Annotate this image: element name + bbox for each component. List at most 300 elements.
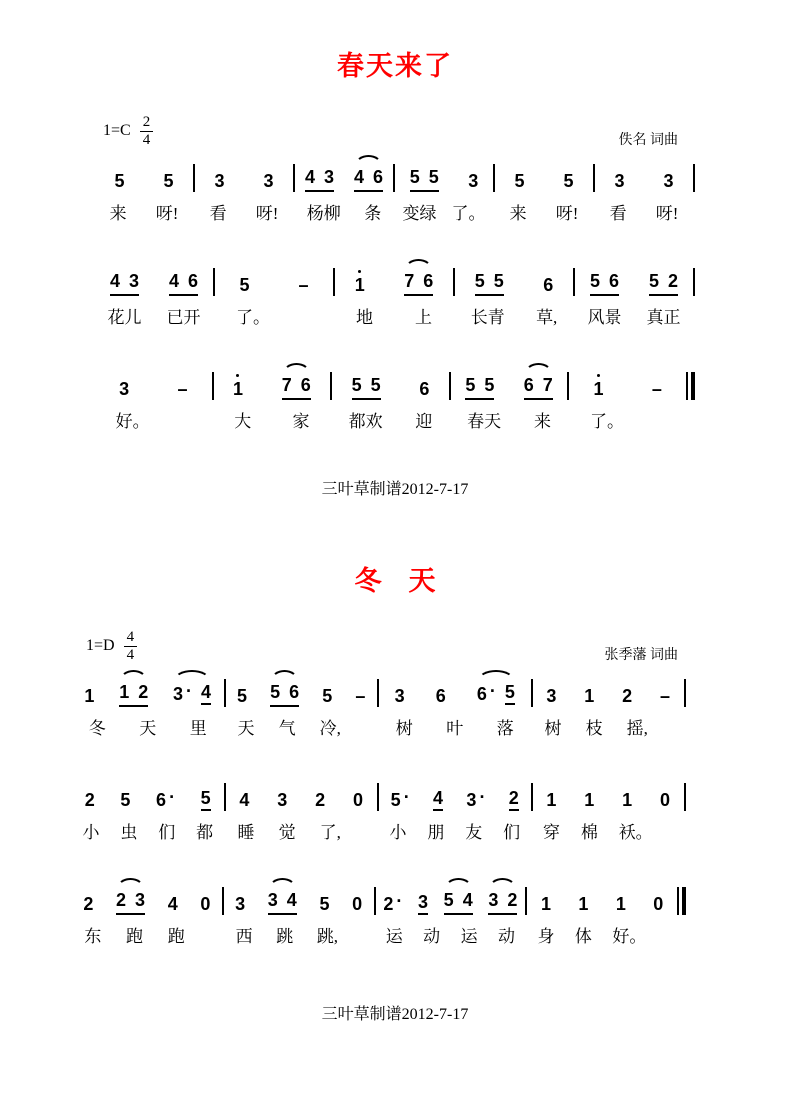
note-body bbox=[138, 683, 148, 703]
note bbox=[663, 172, 673, 192]
transcriber-footer: 三叶草制谱2012-7-17 bbox=[321, 481, 469, 498]
slur-arc bbox=[355, 155, 382, 165]
note-body bbox=[200, 895, 210, 915]
note bbox=[129, 272, 139, 292]
lyric-syllable: 呀! bbox=[155, 204, 179, 223]
barline-mark bbox=[212, 372, 214, 400]
note-body bbox=[436, 687, 446, 707]
note-digit: 3 bbox=[135, 890, 146, 910]
note-body bbox=[383, 891, 403, 915]
notation-line bbox=[95, 359, 695, 442]
measure bbox=[527, 874, 677, 957]
note bbox=[83, 895, 93, 915]
note-digit: 3 bbox=[614, 171, 625, 191]
lyric-syllable: 枝 bbox=[585, 719, 603, 738]
note-digit: 3 bbox=[129, 271, 140, 291]
lyric-syllable: 来 bbox=[109, 204, 127, 223]
measure-lyrics bbox=[335, 308, 453, 338]
barline bbox=[453, 255, 455, 338]
note-digit: 6 bbox=[435, 686, 446, 706]
note-digit: 4 bbox=[167, 894, 178, 914]
rest-note: 0 bbox=[200, 894, 211, 914]
duration-dash: – bbox=[298, 275, 309, 295]
note-body bbox=[282, 376, 292, 396]
lyric-syllable: 天 bbox=[139, 719, 157, 738]
barline bbox=[693, 151, 695, 234]
note bbox=[201, 789, 211, 811]
note-body bbox=[541, 895, 551, 915]
note bbox=[509, 789, 519, 811]
note-digit: 3 bbox=[466, 790, 477, 810]
note bbox=[85, 791, 95, 811]
measure-notes bbox=[295, 151, 393, 197]
note-body bbox=[177, 380, 187, 400]
note bbox=[444, 891, 454, 911]
note bbox=[505, 683, 515, 705]
note-body bbox=[119, 380, 129, 400]
measure-lyrics bbox=[226, 823, 378, 853]
note bbox=[622, 791, 632, 811]
note-digit: 4 bbox=[109, 271, 120, 291]
note bbox=[233, 374, 243, 400]
lyric-syllable: 友 bbox=[465, 823, 483, 842]
note bbox=[354, 168, 364, 188]
measure-notes bbox=[533, 666, 685, 712]
note-digit: 5 bbox=[484, 375, 495, 395]
note-digit: 1 bbox=[84, 686, 95, 706]
measure bbox=[451, 359, 568, 442]
note bbox=[546, 687, 556, 707]
barline-mark bbox=[525, 887, 527, 915]
measure bbox=[195, 151, 293, 234]
note bbox=[214, 172, 224, 192]
measure-lyrics bbox=[72, 927, 222, 957]
measure-notes bbox=[455, 255, 573, 301]
note-digit: 3 bbox=[235, 894, 246, 914]
note bbox=[488, 891, 498, 911]
song-meta bbox=[86, 620, 678, 664]
note-body bbox=[289, 683, 299, 703]
notation-line bbox=[72, 874, 686, 957]
barline bbox=[531, 666, 533, 749]
note-digit: 2 bbox=[668, 271, 679, 291]
measure bbox=[72, 874, 222, 957]
note bbox=[594, 374, 604, 400]
note-group bbox=[465, 376, 494, 400]
augmentation-dot: · bbox=[396, 891, 403, 911]
note-digit: 5 bbox=[270, 682, 281, 702]
note-group bbox=[410, 168, 439, 192]
note-group bbox=[169, 272, 198, 296]
note bbox=[282, 376, 292, 396]
lyric-syllable: 冷, bbox=[319, 719, 341, 738]
lyric-syllable: 已开 bbox=[166, 308, 201, 327]
note bbox=[116, 891, 126, 911]
note bbox=[289, 683, 299, 703]
note bbox=[163, 172, 173, 192]
note-digit: 5 bbox=[351, 375, 362, 395]
note-body bbox=[315, 791, 325, 811]
barline bbox=[693, 255, 695, 338]
note bbox=[616, 895, 626, 915]
note-body bbox=[543, 276, 553, 296]
measure-notes bbox=[72, 666, 224, 712]
note-body bbox=[563, 172, 573, 192]
note-digit: 4 bbox=[433, 788, 444, 808]
note bbox=[466, 787, 486, 811]
barline-mark bbox=[593, 164, 595, 192]
note-body bbox=[169, 272, 179, 292]
note bbox=[188, 272, 198, 292]
lyric-syllable: 了, bbox=[319, 823, 341, 842]
note-digit: 6 bbox=[543, 275, 554, 295]
notation-lines bbox=[95, 151, 695, 442]
note-body bbox=[353, 791, 363, 811]
note-digit: 5 bbox=[200, 788, 211, 808]
note-digit: 5 bbox=[428, 167, 439, 187]
note-body bbox=[268, 891, 278, 911]
barline bbox=[573, 255, 575, 338]
measure-lyrics bbox=[495, 204, 593, 234]
note-digit: 2 bbox=[315, 790, 326, 810]
note-body bbox=[322, 687, 332, 707]
note-digit: 3 bbox=[488, 890, 499, 910]
measure-lyrics bbox=[95, 308, 213, 338]
measure-notes bbox=[379, 770, 531, 816]
note-digit: 7 bbox=[281, 375, 292, 395]
barline bbox=[293, 151, 295, 234]
slur-arc bbox=[120, 670, 147, 680]
time-signature-numerator: 2 bbox=[142, 113, 151, 130]
note-digit: 3 bbox=[394, 686, 405, 706]
note-body bbox=[465, 376, 475, 396]
note bbox=[660, 791, 670, 811]
note-digit: 1 bbox=[615, 894, 626, 914]
measure-lyrics bbox=[395, 204, 493, 234]
note bbox=[156, 787, 176, 811]
duration-dash: – bbox=[177, 379, 188, 399]
note-body bbox=[494, 272, 504, 292]
note-body bbox=[652, 380, 662, 400]
rest-note: 0 bbox=[660, 790, 671, 810]
note-body bbox=[371, 376, 381, 396]
barline-mark bbox=[567, 372, 569, 400]
note-group bbox=[352, 376, 381, 400]
barline-mark bbox=[213, 268, 215, 296]
note bbox=[622, 687, 632, 707]
note-body bbox=[524, 376, 534, 396]
measure bbox=[575, 255, 693, 338]
note-digit: 6 bbox=[419, 379, 430, 399]
barline bbox=[567, 359, 569, 442]
lyric-syllable: 地 bbox=[356, 308, 373, 327]
note-body bbox=[120, 791, 130, 811]
note bbox=[371, 376, 381, 396]
lyric-syllable: 看 bbox=[209, 204, 227, 223]
notation-line bbox=[95, 255, 695, 338]
note-body bbox=[546, 791, 556, 811]
note bbox=[543, 276, 553, 296]
note-digit: 3 bbox=[418, 892, 429, 912]
note-body bbox=[476, 681, 496, 705]
note-digit: 2 bbox=[83, 894, 94, 914]
note-body bbox=[298, 276, 308, 296]
note-body bbox=[609, 272, 619, 292]
lyric-syllable: 们 bbox=[503, 823, 521, 842]
measure-lyrics bbox=[226, 719, 378, 749]
rest-note: 0 bbox=[653, 894, 664, 914]
barline bbox=[393, 151, 395, 234]
measure-notes bbox=[195, 151, 293, 197]
note bbox=[507, 891, 517, 911]
lyric-syllable: 动 bbox=[423, 927, 441, 946]
note-group bbox=[173, 683, 211, 707]
note-digit: 6 bbox=[188, 271, 199, 291]
note-body bbox=[352, 376, 362, 396]
barline-mark bbox=[224, 783, 226, 811]
measure-notes bbox=[332, 359, 449, 405]
note-digit: 2 bbox=[116, 890, 127, 910]
note-body bbox=[475, 272, 485, 292]
barline-mark bbox=[224, 679, 226, 707]
lyric-syllable: 了。 bbox=[590, 412, 625, 431]
note-digit: 5 bbox=[322, 686, 333, 706]
note-digit: 5 bbox=[319, 894, 330, 914]
measure bbox=[72, 770, 224, 853]
note-digit: 2 bbox=[622, 686, 633, 706]
note bbox=[298, 276, 308, 296]
lyric-syllable: 跳, bbox=[316, 927, 339, 946]
measure-notes bbox=[72, 874, 222, 920]
note-body bbox=[319, 895, 329, 915]
measure-notes bbox=[451, 359, 568, 405]
lyric-syllable: 虫 bbox=[120, 823, 138, 842]
note-body bbox=[660, 687, 670, 707]
note bbox=[563, 172, 573, 192]
lyric-syllable: 运 bbox=[460, 927, 478, 946]
slur-arc bbox=[405, 259, 432, 269]
measure-notes bbox=[376, 874, 526, 920]
lyric-syllable: 都欢 bbox=[348, 412, 383, 431]
measure bbox=[332, 359, 449, 442]
duration-dash: – bbox=[651, 379, 662, 399]
measure-lyrics bbox=[527, 927, 677, 957]
note-digit: 4 bbox=[304, 167, 315, 187]
barline-mark bbox=[393, 164, 395, 192]
barline bbox=[333, 255, 335, 338]
augmentation-dot: · bbox=[489, 681, 496, 701]
lyric-syllable: 睡 bbox=[237, 823, 255, 842]
measure-notes bbox=[215, 255, 333, 301]
note-digit: 1 bbox=[593, 379, 604, 399]
note bbox=[168, 895, 178, 915]
note-digit: 6 bbox=[289, 682, 300, 702]
note-body bbox=[373, 168, 383, 188]
measure-notes bbox=[214, 359, 331, 405]
note-digit: 3 bbox=[546, 686, 557, 706]
barline-mark bbox=[531, 783, 533, 811]
note-digit: 6 bbox=[373, 167, 384, 187]
lyric-syllable: 落 bbox=[496, 719, 514, 738]
note-digit: 3 bbox=[277, 790, 288, 810]
barline bbox=[684, 770, 686, 853]
barline-mark bbox=[453, 268, 455, 296]
lyric-syllable: 上 bbox=[415, 308, 432, 327]
lyric-syllable: 小 bbox=[82, 823, 100, 842]
note-digit: 5 bbox=[474, 271, 485, 291]
measure bbox=[533, 770, 685, 853]
note-body bbox=[85, 791, 95, 811]
lyric-syllable: 风景 bbox=[587, 308, 622, 327]
key-signature bbox=[86, 629, 137, 665]
measure-lyrics bbox=[332, 412, 449, 442]
measure-notes bbox=[226, 666, 378, 712]
note-body bbox=[301, 376, 311, 396]
measure-lyrics bbox=[533, 823, 685, 853]
barline bbox=[593, 151, 595, 234]
slur-arc bbox=[525, 363, 552, 373]
note-body bbox=[277, 791, 287, 811]
note-digit: 5 bbox=[443, 890, 454, 910]
note bbox=[84, 687, 94, 707]
note-body bbox=[546, 687, 556, 707]
note-body bbox=[514, 172, 524, 192]
transcriber-footer: 三叶草制谱2012-7-17 bbox=[321, 1006, 469, 1023]
note-body bbox=[616, 895, 626, 915]
measure-notes bbox=[72, 770, 224, 816]
song-winter bbox=[0, 559, 790, 1024]
note-digit: 1 bbox=[119, 682, 130, 702]
song-title: 春天来了 bbox=[337, 51, 453, 81]
note-body bbox=[404, 272, 414, 292]
measure-lyrics bbox=[379, 719, 531, 749]
measure-lyrics bbox=[451, 412, 568, 442]
note bbox=[383, 891, 403, 915]
lyric-syllable: 叶 bbox=[446, 719, 464, 738]
lyric-syllable: 们 bbox=[158, 823, 176, 842]
note-body bbox=[201, 683, 211, 705]
note-digit: 5 bbox=[514, 171, 525, 191]
lyric-syllable: 运 bbox=[385, 927, 403, 946]
note bbox=[114, 172, 124, 192]
time-signature bbox=[140, 114, 154, 150]
note-digit: 6 bbox=[609, 271, 620, 291]
note-digit: 3 bbox=[214, 171, 225, 191]
augmentation-dot: · bbox=[186, 681, 193, 701]
note-body bbox=[237, 687, 247, 707]
measure-lyrics bbox=[379, 823, 531, 853]
lyric-syllable: 好。 bbox=[612, 927, 647, 946]
note bbox=[429, 168, 439, 188]
note bbox=[584, 791, 594, 811]
note bbox=[468, 172, 478, 192]
measure bbox=[379, 770, 531, 853]
note-digit: 5 bbox=[589, 271, 600, 291]
note bbox=[235, 895, 245, 915]
note bbox=[410, 168, 420, 188]
note bbox=[201, 683, 211, 705]
note-digit: 3 bbox=[119, 379, 130, 399]
lyric-syllable: 体 bbox=[574, 927, 592, 946]
note bbox=[322, 687, 332, 707]
note bbox=[268, 891, 278, 911]
barline-mark bbox=[377, 679, 379, 707]
slur-arc bbox=[174, 670, 210, 680]
measure-notes bbox=[395, 151, 493, 197]
note bbox=[301, 376, 311, 396]
note-digit: 4 bbox=[462, 890, 473, 910]
note-digit: 3 bbox=[173, 684, 184, 704]
barline bbox=[531, 770, 533, 853]
note bbox=[423, 272, 433, 292]
note-digit: 4 bbox=[239, 790, 250, 810]
note-digit: 5 bbox=[370, 375, 381, 395]
note bbox=[319, 895, 329, 915]
note bbox=[177, 380, 187, 400]
notation-line bbox=[72, 770, 686, 853]
note-digit: 3 bbox=[267, 890, 278, 910]
note-body bbox=[488, 891, 498, 911]
note-digit: 7 bbox=[542, 375, 553, 395]
note-body bbox=[507, 891, 517, 911]
note-body bbox=[660, 791, 670, 811]
time-signature-denominator: 4 bbox=[142, 132, 151, 148]
note bbox=[578, 895, 588, 915]
final-barline-mark bbox=[686, 372, 695, 400]
note bbox=[584, 687, 594, 707]
note bbox=[270, 683, 280, 703]
note bbox=[390, 787, 410, 811]
note-digit: 6 bbox=[476, 684, 487, 704]
slur-arc bbox=[283, 363, 310, 373]
note bbox=[436, 687, 446, 707]
barline bbox=[213, 255, 215, 338]
barline-mark bbox=[449, 372, 451, 400]
note-digit: 5 bbox=[120, 790, 131, 810]
measure-lyrics bbox=[569, 412, 686, 442]
notation-lines bbox=[72, 666, 686, 957]
barline-mark bbox=[693, 268, 695, 296]
measure bbox=[335, 255, 453, 338]
note bbox=[653, 895, 663, 915]
measure-notes bbox=[224, 874, 374, 920]
barline-mark bbox=[531, 679, 533, 707]
note bbox=[352, 376, 362, 396]
measure bbox=[72, 666, 224, 749]
measure bbox=[226, 666, 378, 749]
note-group bbox=[268, 891, 297, 915]
note bbox=[135, 891, 145, 911]
note-body bbox=[119, 683, 129, 703]
measure-lyrics bbox=[214, 412, 331, 442]
lyric-syllable: 家 bbox=[292, 412, 310, 431]
note-body bbox=[653, 895, 663, 915]
song-meta bbox=[103, 105, 678, 149]
measure-lyrics bbox=[95, 204, 193, 234]
note-body bbox=[395, 687, 405, 707]
note-body bbox=[584, 791, 594, 811]
barline-mark bbox=[330, 372, 332, 400]
lyric-syllable: 好。 bbox=[115, 412, 150, 431]
lyric-syllable: 摇, bbox=[626, 719, 648, 738]
note-digit: 4 bbox=[201, 682, 212, 702]
note-digit: 4 bbox=[168, 271, 179, 291]
note bbox=[419, 380, 429, 400]
measure-lyrics bbox=[376, 927, 526, 957]
time-signature-numerator: 4 bbox=[126, 628, 135, 645]
note-body bbox=[129, 272, 139, 292]
note bbox=[395, 687, 405, 707]
